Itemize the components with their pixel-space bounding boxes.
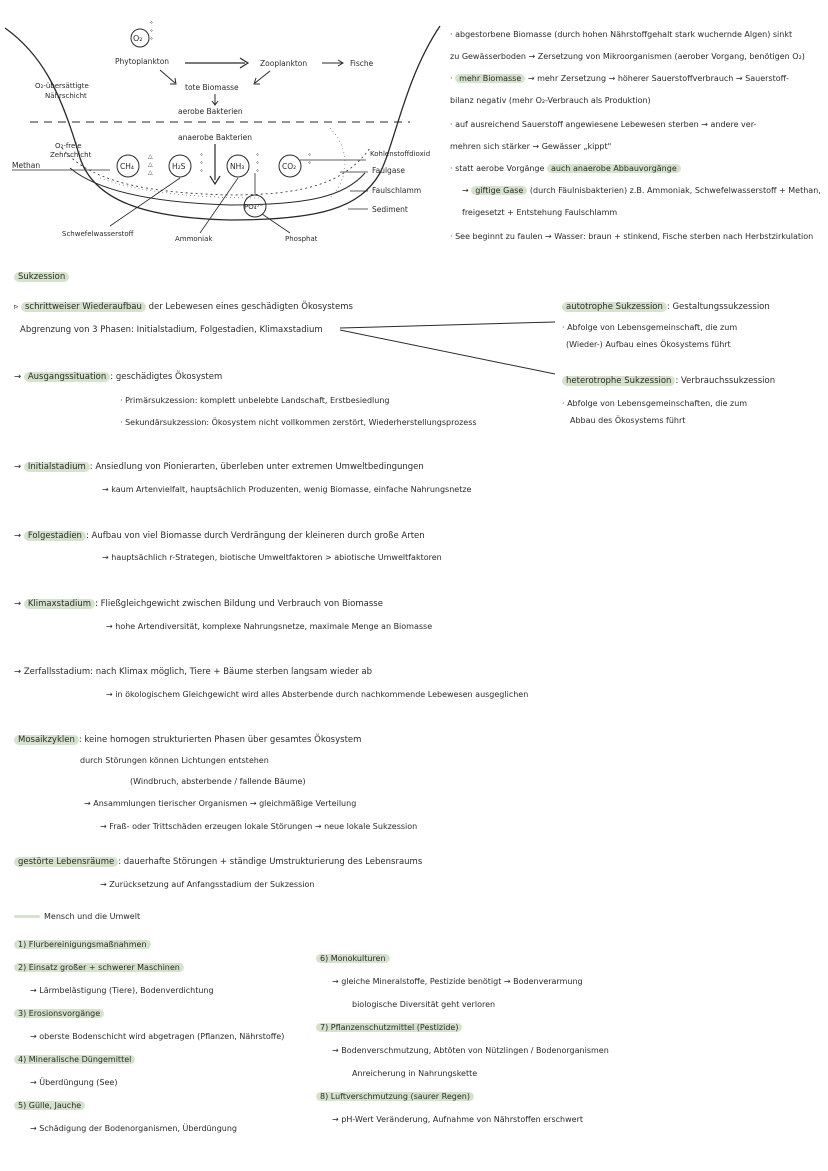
mosaik-line-4: → Ansammlungen tierischer Organismen → gleichmäßige Verteilung [84,799,357,808]
nh3-label: NH₃ [230,162,245,171]
mensch-item-sub: → pH-Wert Veränderung, Aufnahme von Nährstoffen erschwert [332,1115,583,1124]
faulschlamm-label: Faulschlamm [372,186,422,195]
mensch-item-sub: biologische Diversität geht verloren [352,1000,496,1009]
highlight: auch anaerobe Abbauvorgänge [547,164,681,173]
initialstadium: → Initialstadium : Ansiedlung von Pionierarten, überleben unter extremen Umweltbedingungen [14,462,424,472]
eutrophierung-line: · auf ausreichend Sauerstoff angewiesene Lebewesen sterben → andere ver- [450,120,757,129]
mosaikzyklen: Mosaikzyklen : keine homogen strukturierten Phasen über gesamtes Ökosystem [14,735,361,745]
mensch-item-head: 7) Pflanzenschutzmittel (Pestizide) [316,1023,462,1032]
phosphat-label: Phosphat [285,235,318,243]
svg-text:°: ° [200,169,203,176]
gestoerte-lebensraeume-sub: → Zurücksetzung auf Anfangsstadium der Sukzession [100,880,315,889]
klimaxstadium: → Klimaxstadium : Fließgleichgewicht zwischen Bildung und Verbrauch von Biomasse [14,599,383,609]
mensch-item-sub: → Lärmbelästigung (Tiere), Bodenverdichtung [30,986,214,995]
eutrophierung-line: → giftige Gase (durch Fäulnisbakterien) z.B. Ammoniak, Schwefelwasserstoff + Methan, [462,186,821,195]
zooplankton-label: Zooplankton [260,59,308,68]
eutrophierung-line: mehren sich stärker → Gewässer „kippt" [450,142,612,151]
aerobe-bakterien-label: aerobe Bakterien [178,107,243,116]
mensch-item-sub: → Überdüngung (See) [30,1078,118,1087]
eutrophierung-line: · statt aerobe Vorgänge auch anaerobe Abbauvorgänge [450,164,681,173]
svg-text:△: △ [148,153,153,160]
zehrschicht-label: Zehrschicht [50,151,92,159]
svg-text:°: ° [308,153,311,160]
svg-text:°: ° [200,161,203,168]
svg-text:°: ° [150,29,153,36]
faulschlamm-layer [70,168,365,205]
heterotroph-line-1: · Abfolge von Lebensgemeinschaften, die zum [562,399,748,408]
phytoplankton-label: Phytoplankton [115,57,170,66]
svg-text:°: ° [200,153,203,160]
mensch-item-sub: → Bodenverschmutzung, Abtöten von Nützlingen / Bodenorganismen [332,1046,609,1055]
ch4-label: CH₄ [120,162,134,171]
heterotrophe-sukzession: heterotrophe Sukzession : Verbrauchssukzession [562,376,775,386]
zerfallsstadium: → Zerfallsstadium: nach Klimax möglich, Tiere + Bäume sterben langsam wieder ab [14,667,372,677]
mensch-item-sub: → Schädigung der Bodenorganismen, Überdüngung [30,1124,237,1133]
mensch-item-sub: → gleiche Mineralstoffe, Pestizide benötigt → Bodenverarmung [332,977,583,986]
svg-text:△: △ [148,161,153,168]
eutrophierung-line: · abgestorbene Biomasse (durch hohen Nährstoffgehalt stark wuchernde Algen) sinkt [450,30,793,39]
autotroph-line-1: · Abfolge von Lebensgemeinschaft, die zum [562,323,738,332]
folgestadien-sub: → hauptsächlich r-Strategen, biotische Umweltfaktoren > abiotische Umweltfaktoren [102,553,442,562]
co2-label: CO₂ [282,162,297,171]
eutrophierung-line: bilanz negativ (mehr O₂-Verbrauch als Produktion) [450,96,651,105]
connector-lines [340,318,560,378]
autotroph-line-2: (Wieder-) Aufbau eines Ökosystems führt [566,340,731,349]
folgestadien: → Folgestadien : Aufbau von viel Biomasse durch Verdrängung der kleineren durch große Arten [14,531,425,541]
highlight: giftige Gase [471,186,527,195]
o2-freie-label: O₂-freie [55,142,82,150]
mosaik-line-3: (Windbruch, absterbende / fallende Bäume) [130,777,306,786]
mensch-item-head: 1) Flurbereinigungsmaßnahmen [14,940,151,949]
eutrophierung-line: freigesetzt + Entstehung Faulschlamm [462,208,618,217]
fische-label: Fische [350,59,374,68]
mensch-item-head: 6) Monokulturen [316,954,390,963]
sediment-label: Sediment [372,205,408,214]
svg-text:°: ° [308,161,311,168]
svg-text:°: ° [256,153,259,160]
po4-label: PO₄³⁻ [244,203,264,211]
faulgase-label: Faulgase [372,166,405,175]
h2s-label: H₂S [172,162,186,171]
svg-text:°: ° [150,37,153,44]
klimaxstadium-sub: → hohe Artendiversität, komplexe Nahrungsnetze, maximale Menge an Biomasse [106,622,433,631]
autotrophe-sukzession: autotrophe Sukzession : Gestaltungssukzession [562,302,770,312]
mensch-title: Mensch und die Umwelt [14,912,140,921]
eutrophierung-line: · mehr Biomasse → mehr Zersetzung → höherer Sauerstoffverbrauch → Sauerstoff- [450,74,790,83]
zerfallsstadium-sub: → in ökologischem Gleichgewicht wird alles Absterbende durch nachkommende Lebewesen ausgeglichen [106,690,529,699]
svg-text:°: ° [150,21,153,28]
highlight: mehr Biomasse [455,74,525,83]
naehrschicht-label: Nährschicht [45,92,87,100]
mensch-item-sub: Anreicherung in Nahrungskette [352,1069,478,1078]
schwefelwasserstoff-label: Schwefelwasserstoff [62,230,134,238]
mosaik-line-2: durch Störungen können Lichtungen entstehen [80,756,269,765]
mensch-item-head: 8) Luftverschmutzung (saurer Regen) [316,1092,474,1101]
mensch-item-sub: → oberste Bodenschicht wird abgetragen (Pflanzen, Nährstoffe) [30,1032,285,1041]
anaerobe-bakterien-label: anaerobe Bakterien [178,133,253,142]
ausgangssituation: → Ausgangssituation : geschädigtes Ökosystem [14,372,223,382]
svg-text:△: △ [148,169,153,176]
initialstadium-sub: → kaum Artenvielfalt, hauptsächlich Produzenten, wenig Biomasse, einfache Nahrungsnetze [102,485,472,494]
sukzession-title: Sukzession [14,272,69,282]
primaersukzession: · Primärsukzession: komplett unbelebte Landschaft, Erstbesiedlung [120,396,390,405]
gestoerte-lebensraeume: gestörte Lebensräume : dauerhafte Störungen + ständige Umstrukturierung des Lebensraums [14,857,422,867]
sekundaersukzession: · Sekundärsukzession: Ökosystem nicht vollkommen zerstört, Wiederherstellungsprozess [120,418,477,427]
kohlenstoffdioxid-label: Kohlenstoffdioxid [370,150,431,158]
sukzession-abgrenzung: Abgrenzung von 3 Phasen: Initialstadium, Folgestadien, Klimaxstadium [20,325,323,335]
svg-text:°: ° [256,169,259,176]
eutrophierung-line: zu Gewässerboden → Zersetzung von Mikroorganismen (aerober Vorgang, benötigen O₂) [450,52,805,61]
heterotroph-line-2: Abbau des Ökosystems führt [570,416,686,425]
mensch-item-head: 3) Erosionsvorgänge [14,1009,104,1018]
tote-biomasse-label: tote Biomasse [185,83,239,92]
svg-text:°: ° [256,161,259,168]
sukzession-definition: ▹ schrittweiser Wiederaufbau der Lebewesen eines geschädigten Ökosystems [14,302,353,312]
mosaik-line-5: → Fraß- oder Trittschäden erzeugen lokale Störungen → neue lokale Sukzession [100,822,418,831]
lake-eutrophication-diagram [0,8,445,248]
eutrophierung-line: · See beginnt zu faulen → Wasser: braun + stinkend, Fische sterben nach Herbstzirkulation [450,232,814,241]
mensch-item-head: 2) Einsatz großer + schwerer Maschinen [14,963,184,972]
o2-uebersaettigt-label: O₂-übersättigte [35,82,89,90]
mensch-item-head: 5) Gülle, Jauche [14,1101,85,1110]
mensch-item-head: 4) Mineralische Düngemittel [14,1055,135,1064]
ammoniak-label: Ammoniak [175,235,213,243]
o2-label: O₂ [133,34,143,43]
methan-label: Methan [12,161,41,170]
